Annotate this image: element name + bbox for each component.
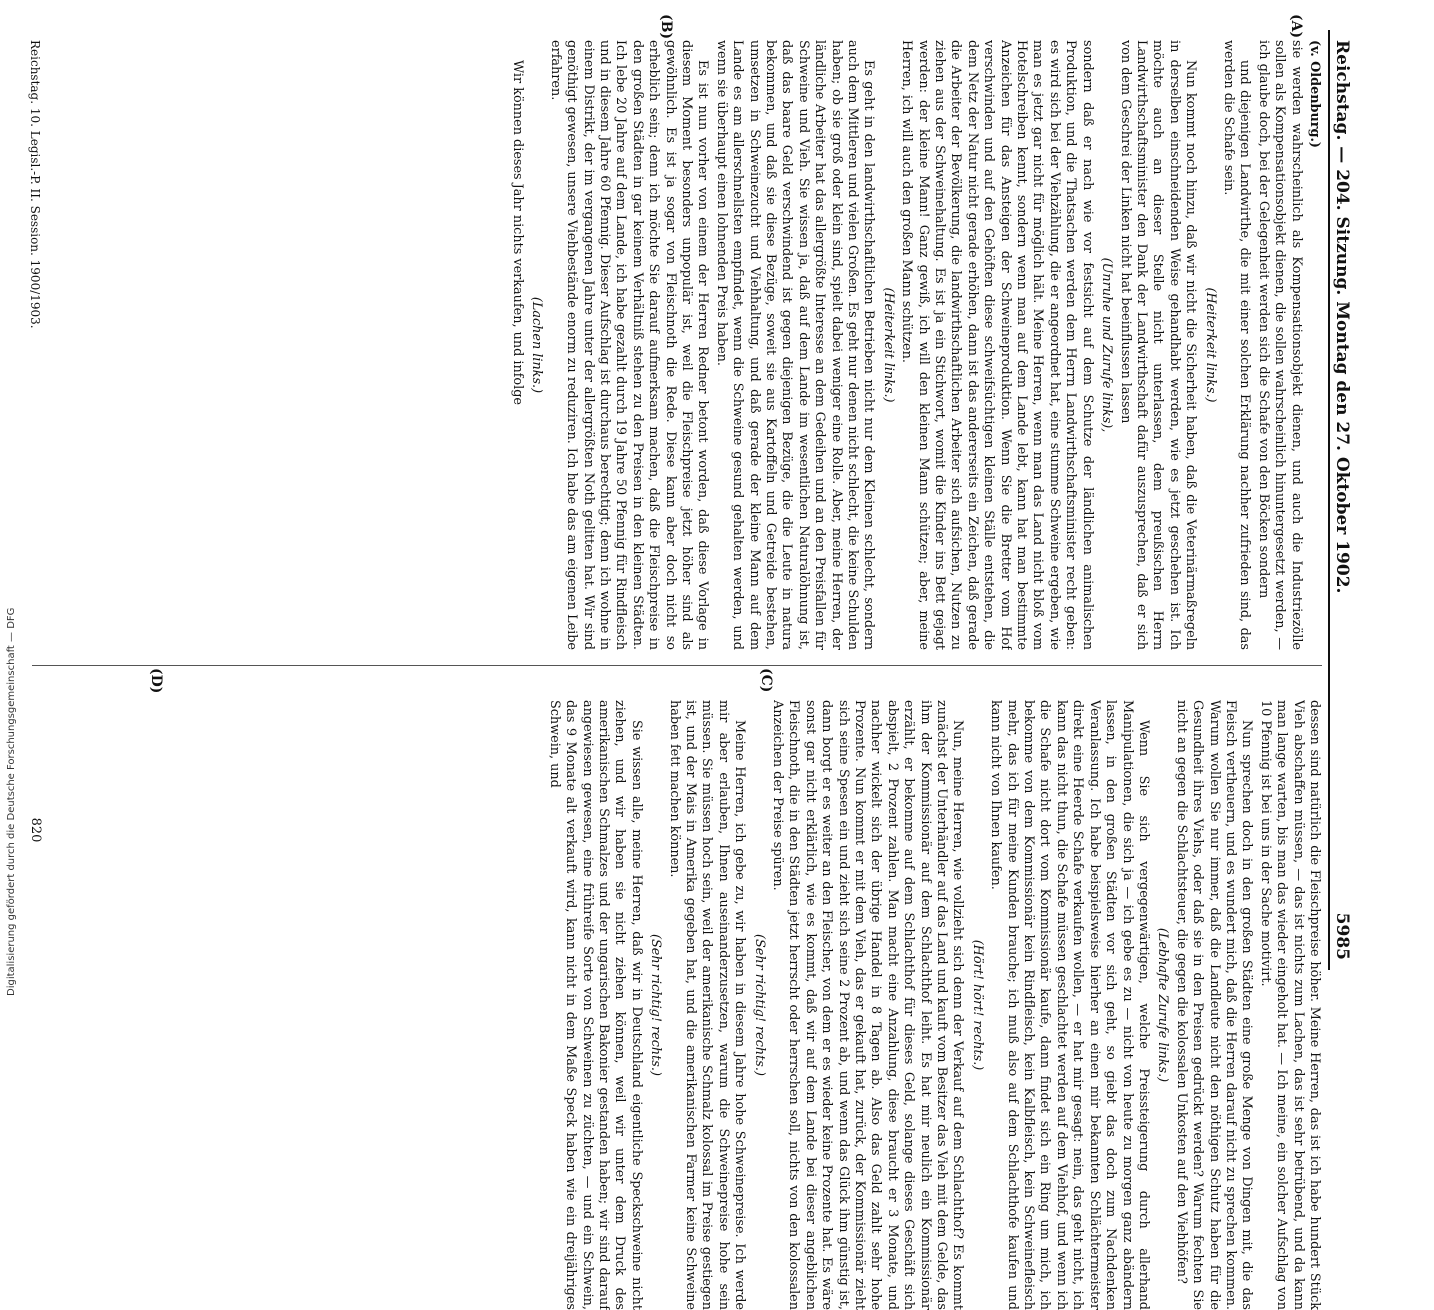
interjection: (Heiterkeit links.) xyxy=(1202,287,1218,403)
header-page-number: 5985 xyxy=(1332,912,1352,960)
column-divider xyxy=(32,665,1322,666)
page-header xyxy=(1332,40,1364,960)
paragraph: Nun sprechen doch in den großen Städten eine große Menge von Dingen mit, die das Fleisch vertheuern, und es wundert mich, daß die Herren darauf nicht zu sprechen kommen. Warum wollen Sie nur immer, daß die Landleute nicht den nöthigen Schutz haben für die Gesundheit ihres Viehs, oder daß sie in den Preisen gedrückt werden? Warum fechten Sie nicht an gegen die Schlachtsteuer, die gegen die kolossalen Unkosten auf den Viehhöfen? xyxy=(1173,700,1255,1310)
interjection: (Sehr richtig! rechts.) xyxy=(751,934,767,1076)
interjection: (Unruhe und Zurufe links), xyxy=(1099,257,1115,433)
header-title: Reichstag. — 204. Sitzung. Montag den 27. Oktober 1902. xyxy=(1332,40,1352,594)
interjection: (Heiterkeit links.) xyxy=(880,287,896,403)
paragraph: Nun, meine Herren, wie vollzieht sich denn der Verkauf auf dem Schlachthof? Es kommt zunächst der Unterhändler auf das Land und kauft vom Besitzer das Vieh mit dem Gelde, das ihm der Kommissionär auf dem Schlachthof leiht. Es hat mir neulich ein Kommissionär erzählt, er bekomme auf dem Schlachthof für dieses Geld, solange dieses Geschäft sich abspielt, 2 Prozent zahlen. Man macht eine Anzahlung, diese braucht er 3 Monate, und nachher wickelt sich der übrige Handel in 8 Tagen ab. Also das Geld zahlt sehr hohe Prozente. Nun kommt er mit dem Vieh, das er gekauft hat, zurück, der Kommissionär zieht sich seine Spesen ein und zieht sich seine 2 Prozent ab, und wenn das Glück ihm günstig ist, dann borgt er es weiter an den Fleischer, von dem er es wieder keine Prozente hat. Es wäre sonst gar nicht erklärlich, wie es kommt, daß wir auf dem Lande bei dieser angeblichen Fleischnoth, die in den Städten jetzt herrscht oder herrschen soll, nichts von den kolossalen Anzeichen der Preise spüren. xyxy=(770,700,966,1310)
dfg-credit-note: Digitalisierung gefördert durch die Deutsche Forschungsgemeinschaft — DFG xyxy=(6,607,17,996)
interjection: (Lebhafte Zurufe links.) xyxy=(1155,927,1171,1083)
footer-volume-note: Reichstag. 10. Legisl.-P. II. Session. 1900/1903. xyxy=(28,40,42,329)
right-column xyxy=(32,700,1322,1310)
margin-marker-b: (B) xyxy=(658,14,674,40)
paragraph: Wenn Sie sich vergegenwärtigen, welche Preissteigerung durch allerhand Manipulationen, die sich ja — ich gebe es zu — nicht von heute zu morgen ganz abändern lassen, in den großen Städten vor sich geht, so giebt das doch zum Nachdenken Veranlassung. Ich habe beispielsweise hierher an einen mir bekannten Schlächtermeister direkt eine Heerde Schafe verkaufen wollen, — er hat mir gesagt: nein, das geht nicht, ich kann das nicht thun, die Schafe müssen geschlachtet werden auf dem Viehhof, und wenn ich die Schafe nicht dort vom Kommissionär kaufe, dann findet sich ein Ring um mich, ich bekomme von dem Kommissionär kein Rindfleisch, kein Kalbfleisch, kein Schweinefleisch mehr, das ich für meine Kunden brauche; ich muß also auf dem Schlachthofe kaufen und kann nicht von Ihnen kaufen. xyxy=(988,700,1151,1310)
footer-page-number: 820 xyxy=(28,817,43,843)
margin-marker-c: (C) xyxy=(758,668,774,693)
paragraph: Nun kommt noch hinzu, daß wir nicht die Sicherheit haben, daß die Veterinärmaßregeln in derselben einschneidenden Weise gehandhabt werden, wie es jetzt geschehen ist. Ich möchte auch an dieser Stelle nicht unterlassen, dem preußischen Herrn Landwirthschaftsminister den Dank der Landwirthschaft dafür auszusprechen, daß er sich von dem Geschrei der Linken nicht hat beeinflussen lassen xyxy=(1117,40,1199,650)
left-column xyxy=(32,40,1322,650)
paragraph: Wir können dieses Jahr nichts verkaufen, und infolge xyxy=(509,60,525,405)
interjection: (Lachen links.) xyxy=(529,296,545,394)
interjection: (Hört! hört! rechts.) xyxy=(969,939,985,1071)
paragraph: sie werden wahrscheinlich als Kompensationsobjekt dienen, und auch die Industriezölle sollen als Kompensationsobjekt dienen, die sollen wahrscheinlich hinuntergesetzt werden, — ich glaube doch, bei der Gelegenheit werden sich die Schafe von den Böcken sondern xyxy=(1255,40,1304,650)
interjection: (Sehr richtig! rechts.) xyxy=(648,934,664,1076)
margin-marker-d: (D) xyxy=(148,668,164,694)
paragraph: und diejenigen Landwirthe, die mit einer solchen Erklärung nachher zufrieden sind, das werden die Schafe sein. xyxy=(1220,40,1253,650)
paragraph: Sie wissen alle, meine Herren, daß wir in Deutschland eigentliche Speckschweine nicht ziehen, und wir haben sie nicht ziehen können, weil wir unter dem Druck des amerikanischen Schmalzes und der ungarischen Bakonier gestanden haben; wir sind darauf angewiesen gewesen, eine frühreife Sorte von Schweinen zu züchten, — und ein Schwein, das 9 Monate alt verkauft wird, kann nicht in dem Maße Speck haben wie ein dreijähriges Schwein, und xyxy=(546,700,644,1310)
paragraph: sondern daß er nach wie vor festsicht auf dem Schutze der ländlichen animalischen Produktion, und die Thatsachen werden dem Herrn Landwirthschaftsminister recht geben: es wird sich bei der Viehzählung, die er angeordnet hat, eine stumme Schweine ergeben, wie man es jetzt gar nicht für möglich hält. Meine Herren, wenn man das Land nicht bloß vom Hotelschreiben kennt, sondern wenn man auf dem Lande lebt, kann hat man bestimmte Anzeichen für das Ansteigen der Schweineproduktion. Wenn Sie die Bretter vom Hof verschwinden und auf den Gehöften diese schweifsüchtigen kleinen Ställe entstehen, die dem Netz der Natur nicht gerade erhöhen, dann ist das andererseits ein Zeichen, daß gerade die Arbeiter der Bevölkerung, die landwirthschaftlichen Arbeiter sich aufsichen, Nutzen zu ziehen aus der Schweinehaltung. Es ist ja ein Stichwort, womit die Kinder ins Bett gejagt werden: der kleine Mann! Ganz gewiß, ich will den kleinen Mann schützen; aber, meine Herren, ich will auch den großen Mann schützen. xyxy=(899,40,1095,650)
paragraph: dessen sind natürlich die Fleischpreise höher. Meine Herren, das ist ich habe hundert Stück Vieh abschaffen müssen, — das ist nichts zum Lachen, das ist sehr betrübend, und da kann man lange warten, bis man das wieder eingeholt hat. — Ich meine, ein solcher Aufschlag von 10 Pfennig ist bei uns in der Sache motivirt. xyxy=(1257,700,1322,1310)
header-rule xyxy=(1328,30,1330,970)
paragraph: Es geht in den landwirthschaftlichen Betrieben nicht nur dem Kleinen schlecht, sondern auch dem Mittleren und vielen Großen. Es geht nur denen nicht schlecht, die keine Schulden haben; ob sie groß oder klein sind, spielt dabei weniger eine Rolle. Aber, meine Herren, der ländliche Arbeiter hat das allergrößte Interesse an dem Gedeihen und an den Preisfallen für Schweine und Vieh. Sie wissen ja, daß auf dem Lande im wesentlichen Naturalöhnung ist, daß das baare Geld verschwindend ist gegen diejenigen Bezüge, die die Leute in natura bekommen, und daß sie diese Bezüge, soweit sie aus Kartoffeln und Getreide bestehen, umsetzen in Schweinezucht und Viehhaltung, und daß gerade der kleine Mann auf dem Lande es am allerschnellsten empfindet, wenn die Schweine gesund gehalten werden, und wenn sie überhaupt einen lohnenden Preis haben. xyxy=(713,40,877,650)
speaker-note: (v. Oldenburg.) xyxy=(1307,40,1322,148)
paragraph: Es ist nun vorher von einem der Herren Redner betont worden, daß diese Vorlage in diesem Moment besonders unpopulär ist, weil die Fleischpreise jetzt höher sind als gewöhnlich. Es ist ja sogar von Fleischnoth die Rede. Diese kann aber doch nicht so erheblich sein; denn ich möchte Sie darauf aufmerksam machen, daß die Fleischpreise in den großen Städten in gar keinem Verhältniß stehen zu den Preisen in den kleinen Städten. Ich lebe 20 Jahre auf dem Lande, ich habe gezahlt durch 19 Jahre 50 Pfennig für Rindfleisch und in diesem Jahre 60 Pfennig. Dieser Aufschlag ist durchaus berechtigt; denn ich wohne in einem Distrikt, der im vergangenen Jahre unter der allergrößten Noth gelitten hat. Wir sind genöthigt gewesen, unsere Viehbestände enorm zu reduziren. Ich habe das am eigenen Leibe erfahren. xyxy=(547,40,711,650)
paragraph: Meine Herren, ich gebe zu, wir haben in diesem Jahre hohe Schweinepreise. Ich werde mir aber erlauben, Ihnen auseinanderzusetzen, warum die Schweinepreise hohe sein müssen. Sie müssen hoch sein, weil der amerikanische Schmalz kolossal im Preise gestiegen ist, und der Mais in Amerika gegeben hat, und die amerikanischen Farmer keine Schweine haben fett machen können. xyxy=(666,700,748,1310)
margin-marker-a: (A) xyxy=(1288,14,1304,39)
